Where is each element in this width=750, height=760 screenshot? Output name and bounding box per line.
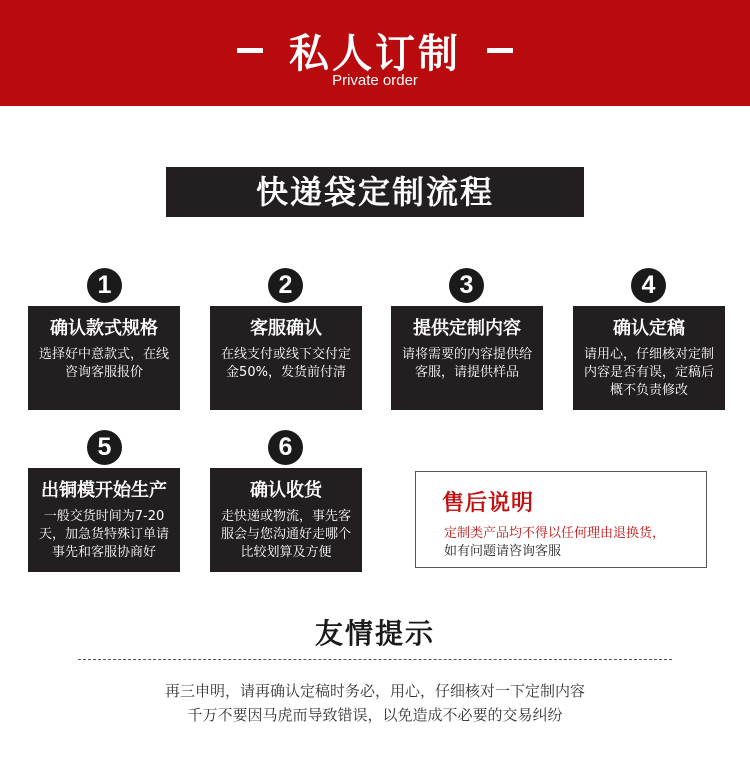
step-card-3 bbox=[391, 306, 543, 410]
page-subtitle: Private order bbox=[332, 72, 418, 89]
tips-divider bbox=[78, 659, 672, 660]
step-title: 确认定稿 bbox=[613, 318, 685, 339]
title-dash-right bbox=[487, 48, 513, 53]
step-title: 确认款式规格 bbox=[50, 318, 158, 339]
after-sale-box bbox=[415, 471, 707, 568]
step-number-6: 6 bbox=[268, 430, 303, 465]
step-number-1: 1 bbox=[87, 268, 122, 303]
step-desc: 一般交货时间为7-20天，加急货特殊订单请事先和客服协商好 bbox=[38, 509, 169, 560]
step-number-3: 3 bbox=[449, 268, 484, 303]
after-sale-title: 售后说明 bbox=[442, 491, 535, 516]
tips-line-2: 千万不要因马虎而导致错误，以免造成不必要的交易纠纷 bbox=[187, 706, 563, 724]
header-banner bbox=[0, 0, 750, 106]
tips-title: 友情提示 bbox=[314, 617, 435, 650]
process-title: 快递袋定制流程 bbox=[166, 167, 584, 217]
step-desc: 选择好中意款式，在线咨询客服报价 bbox=[38, 347, 169, 380]
step-title: 出铜模开始生产 bbox=[41, 480, 167, 501]
step-title: 客服确认 bbox=[250, 318, 322, 339]
page-title: 私人订制 bbox=[289, 31, 461, 77]
step-card-5 bbox=[28, 468, 180, 572]
step-card-2 bbox=[210, 306, 362, 410]
after-sale-contact: 如有问题请咨询客服 bbox=[444, 544, 562, 559]
step-card-6 bbox=[210, 468, 362, 572]
step-number-5: 5 bbox=[87, 430, 122, 465]
step-card-1 bbox=[28, 306, 180, 410]
tips-line-1: 再三申明，请再确认定稿时务必，用心，仔细核对一下定制内容 bbox=[164, 682, 585, 700]
step-desc: 走快递或物流，事先客服会与您沟通好走哪个比较划算及方便 bbox=[220, 509, 351, 560]
step-number-2: 2 bbox=[268, 268, 303, 303]
step-desc: 请将需要的内容提供给客服，请提供样品 bbox=[401, 347, 532, 380]
step-title: 确认收货 bbox=[250, 480, 322, 501]
step-card-4 bbox=[573, 306, 725, 410]
step-desc: 请用心，仔细核对定制内容是否有误，定稿后概不负责修改 bbox=[583, 347, 714, 398]
after-sale-note: 定制类产品均不得以任何理由退换货， bbox=[444, 526, 666, 541]
step-desc: 在线支付或线下交付定金50%，发货前付清 bbox=[220, 347, 351, 380]
step-number-4: 4 bbox=[631, 268, 666, 303]
step-title: 提供定制内容 bbox=[413, 318, 521, 339]
